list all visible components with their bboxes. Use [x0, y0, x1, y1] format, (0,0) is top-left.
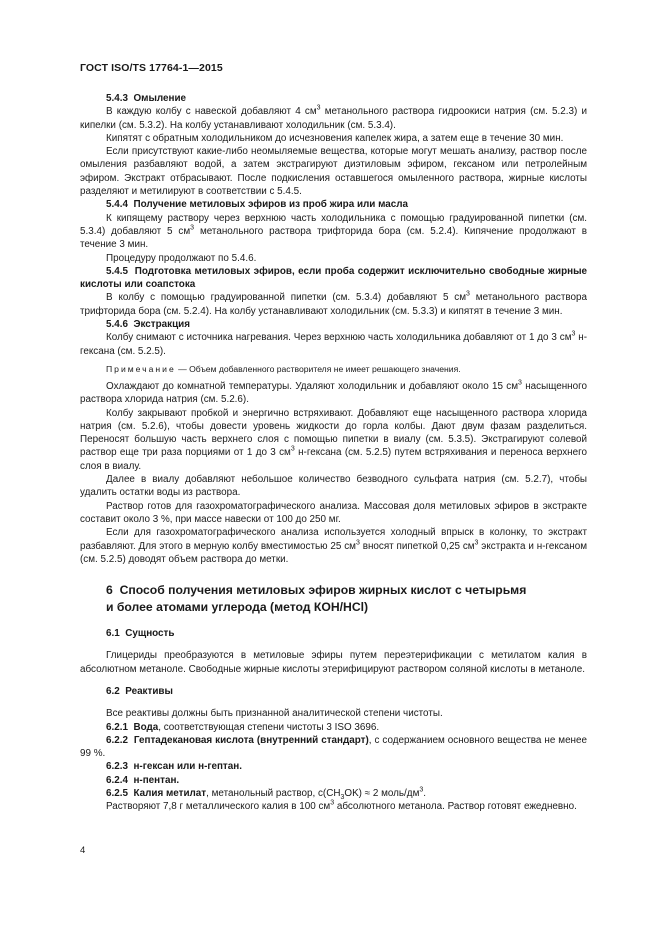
reagent-item: 6.2.5 Калия метилат, метанольный раствор, $c(CH_3OK) \approx 2$ моль/$дм^3$.: [106, 786, 427, 802]
reagent-item: 6.2.4 н-пентан.: [106, 774, 180, 786]
paragraph: Если для газохроматографического анализа используется холодный впрыск в колонку, то экстракт разбавляют. Для этого в мерную колбу вместимостью 25 $см^3$ вносят пипеткой 0,25 $см^3$ экстракта и н-гексаном (см. 5.2.5) доводят объем раствора до метки.: [80, 527, 587, 565]
paragraph: Кипятят с обратным холодильником до исчезновения капелек жира, а затем еще в течение 30 мин.: [106, 132, 564, 144]
page-content: [80, 92, 587, 814]
paragraph: Процедуру продолжают по 5.4.6.: [106, 252, 257, 264]
paragraph: Охлаждают до комнатной температуры. Удаляют холодильник и добавляют около 15 $см^3$ насыщенного раствора хлорида натрия (см. 5.2.6).: [80, 379, 587, 406]
paragraph: Все реактивы должны быть признанной аналитической степени чистоты.: [106, 708, 443, 720]
reagent-item: 6.2.2 Гептадекановая кислота (внутренний стандарт), с содержанием основного вещества не менее 99 %.: [80, 734, 587, 760]
paragraph: Колбу закрывают пробкой и энергично встряхивают. Добавляют еще насыщенного раствора хлорида натрия (см. 5.2.6), чтобы довести уровень жидкости до горла колбы. Дают двум фазам разделиться. Переносят большую часть верхнего слоя с помощью пипетки в виалу (см. 5.3.5). Экстрагируют солевой раствор еще три раза порциями от 1 до 3 $см^3$ н-гексана (см. 5.2.5) путем встряхивания и переноса верхнего слоя в виалу.: [80, 407, 587, 472]
page-header: ГОСТ ISO/TS 17764-1—2015: [80, 62, 223, 74]
paragraph: Если присутствуют какие-либо неомыляемые вещества, которые могут мешать анализу, раствор после омыления разбавляют водой, а затем экстрагируют диэтиловым эфиром, гексаном или петролейным эфиром. Экстракт отбрасывают. После подкисления оставшегося омыленного раствора, жирные кислоты разделяют и метилируют в соответствии с 5.4.5.: [80, 146, 587, 198]
note: Примечание — Объем добавленного растворителя не имеет решающего значения.: [106, 363, 461, 374]
paragraph: В колбу с помощью градуированной пипетки (см. 5.3.4) добавляют 5 $см^3$ метанольного раствора трифторида бора (см. 5.2.4). На колбу устанавливают холодильник (см. 5.3.3) и кипятят в течение 3 мин.: [80, 291, 587, 317]
paragraph: Далее в виалу добавляют небольшое количество безводного сульфата натрия (см. 5.2.7), чтобы удалить остатки воды из раствора.: [80, 474, 587, 499]
subsection-heading-5-4-5: 5.4.5 Подготовка метиловых эфиров, если проба содержит исключительно свободные жирные кислоты или соапстока: [80, 265, 587, 291]
paragraph: Глицериды преобразуются в метиловые эфиры путем переэтерификации с метилатом калия в абсолютном метаноле. Свободные жирные кислоты этерифицируют раствором соляной кислоты в метаноле.: [80, 650, 587, 675]
subsection-heading-6-1: 6.1 Сущность: [106, 628, 175, 640]
reagent-item: 6.2.3 н-гексан или н-гептан.: [106, 761, 242, 773]
page-number: 4: [80, 845, 86, 856]
paragraph: Колбу снимают с источника нагревания. Через верхнюю часть холодильника добавляют от 1 до 3 $см^3$ н-гексана (см. 5.2.5).: [80, 331, 587, 357]
paragraph: Раствор готов для газохроматографического анализа. Массовая доля метиловых эфиров в экстракте составит около 3 %, при массе навески от 100 до 250 мг.: [80, 500, 587, 525]
subsection-heading-6-2: 6.2 Реактивы: [106, 685, 173, 697]
reagent-item: 6.2.1 Вода, соответствующая степени чистоты 3 ISO 3696.: [106, 721, 380, 733]
section-heading-6: 6 Способ получения метиловых эфиров жирных кислот с четырьмя и более атомами углерода (метод КОН/НСl): [106, 583, 527, 614]
paragraph: К кипящему раствору через верхнюю часть холодильника с помощью градуированной пипетки (см. 5.3.4) добавляют 5 $см^3$ метанольного раствора трифторида бора (см. 5.2.4). Кипячение продолжают в течение 3 мин.: [80, 212, 587, 251]
paragraph: Растворяют 7,8 г металлического калия в 100 $см^3$ абсолютного метанола. Раствор готовят ежедневно.: [106, 800, 577, 813]
paragraph: В каждую колбу с навеской добавляют 4 $см^3$ метанольного раствора гидроокиси натрия (см. 5.2.3) и кипелки (см. 5.3.2). На колбу устанавливают холодильник (см. 5.3.4).: [80, 105, 588, 131]
subsection-heading-5-4-6: 5.4.6 Экстракция: [106, 319, 191, 331]
subsection-heading-5-4-3: 5.4.3 Омыление: [106, 93, 187, 104]
subsection-heading-5-4-4: 5.4.4 Получение метиловых эфиров из проб жира или масла: [106, 199, 409, 211]
